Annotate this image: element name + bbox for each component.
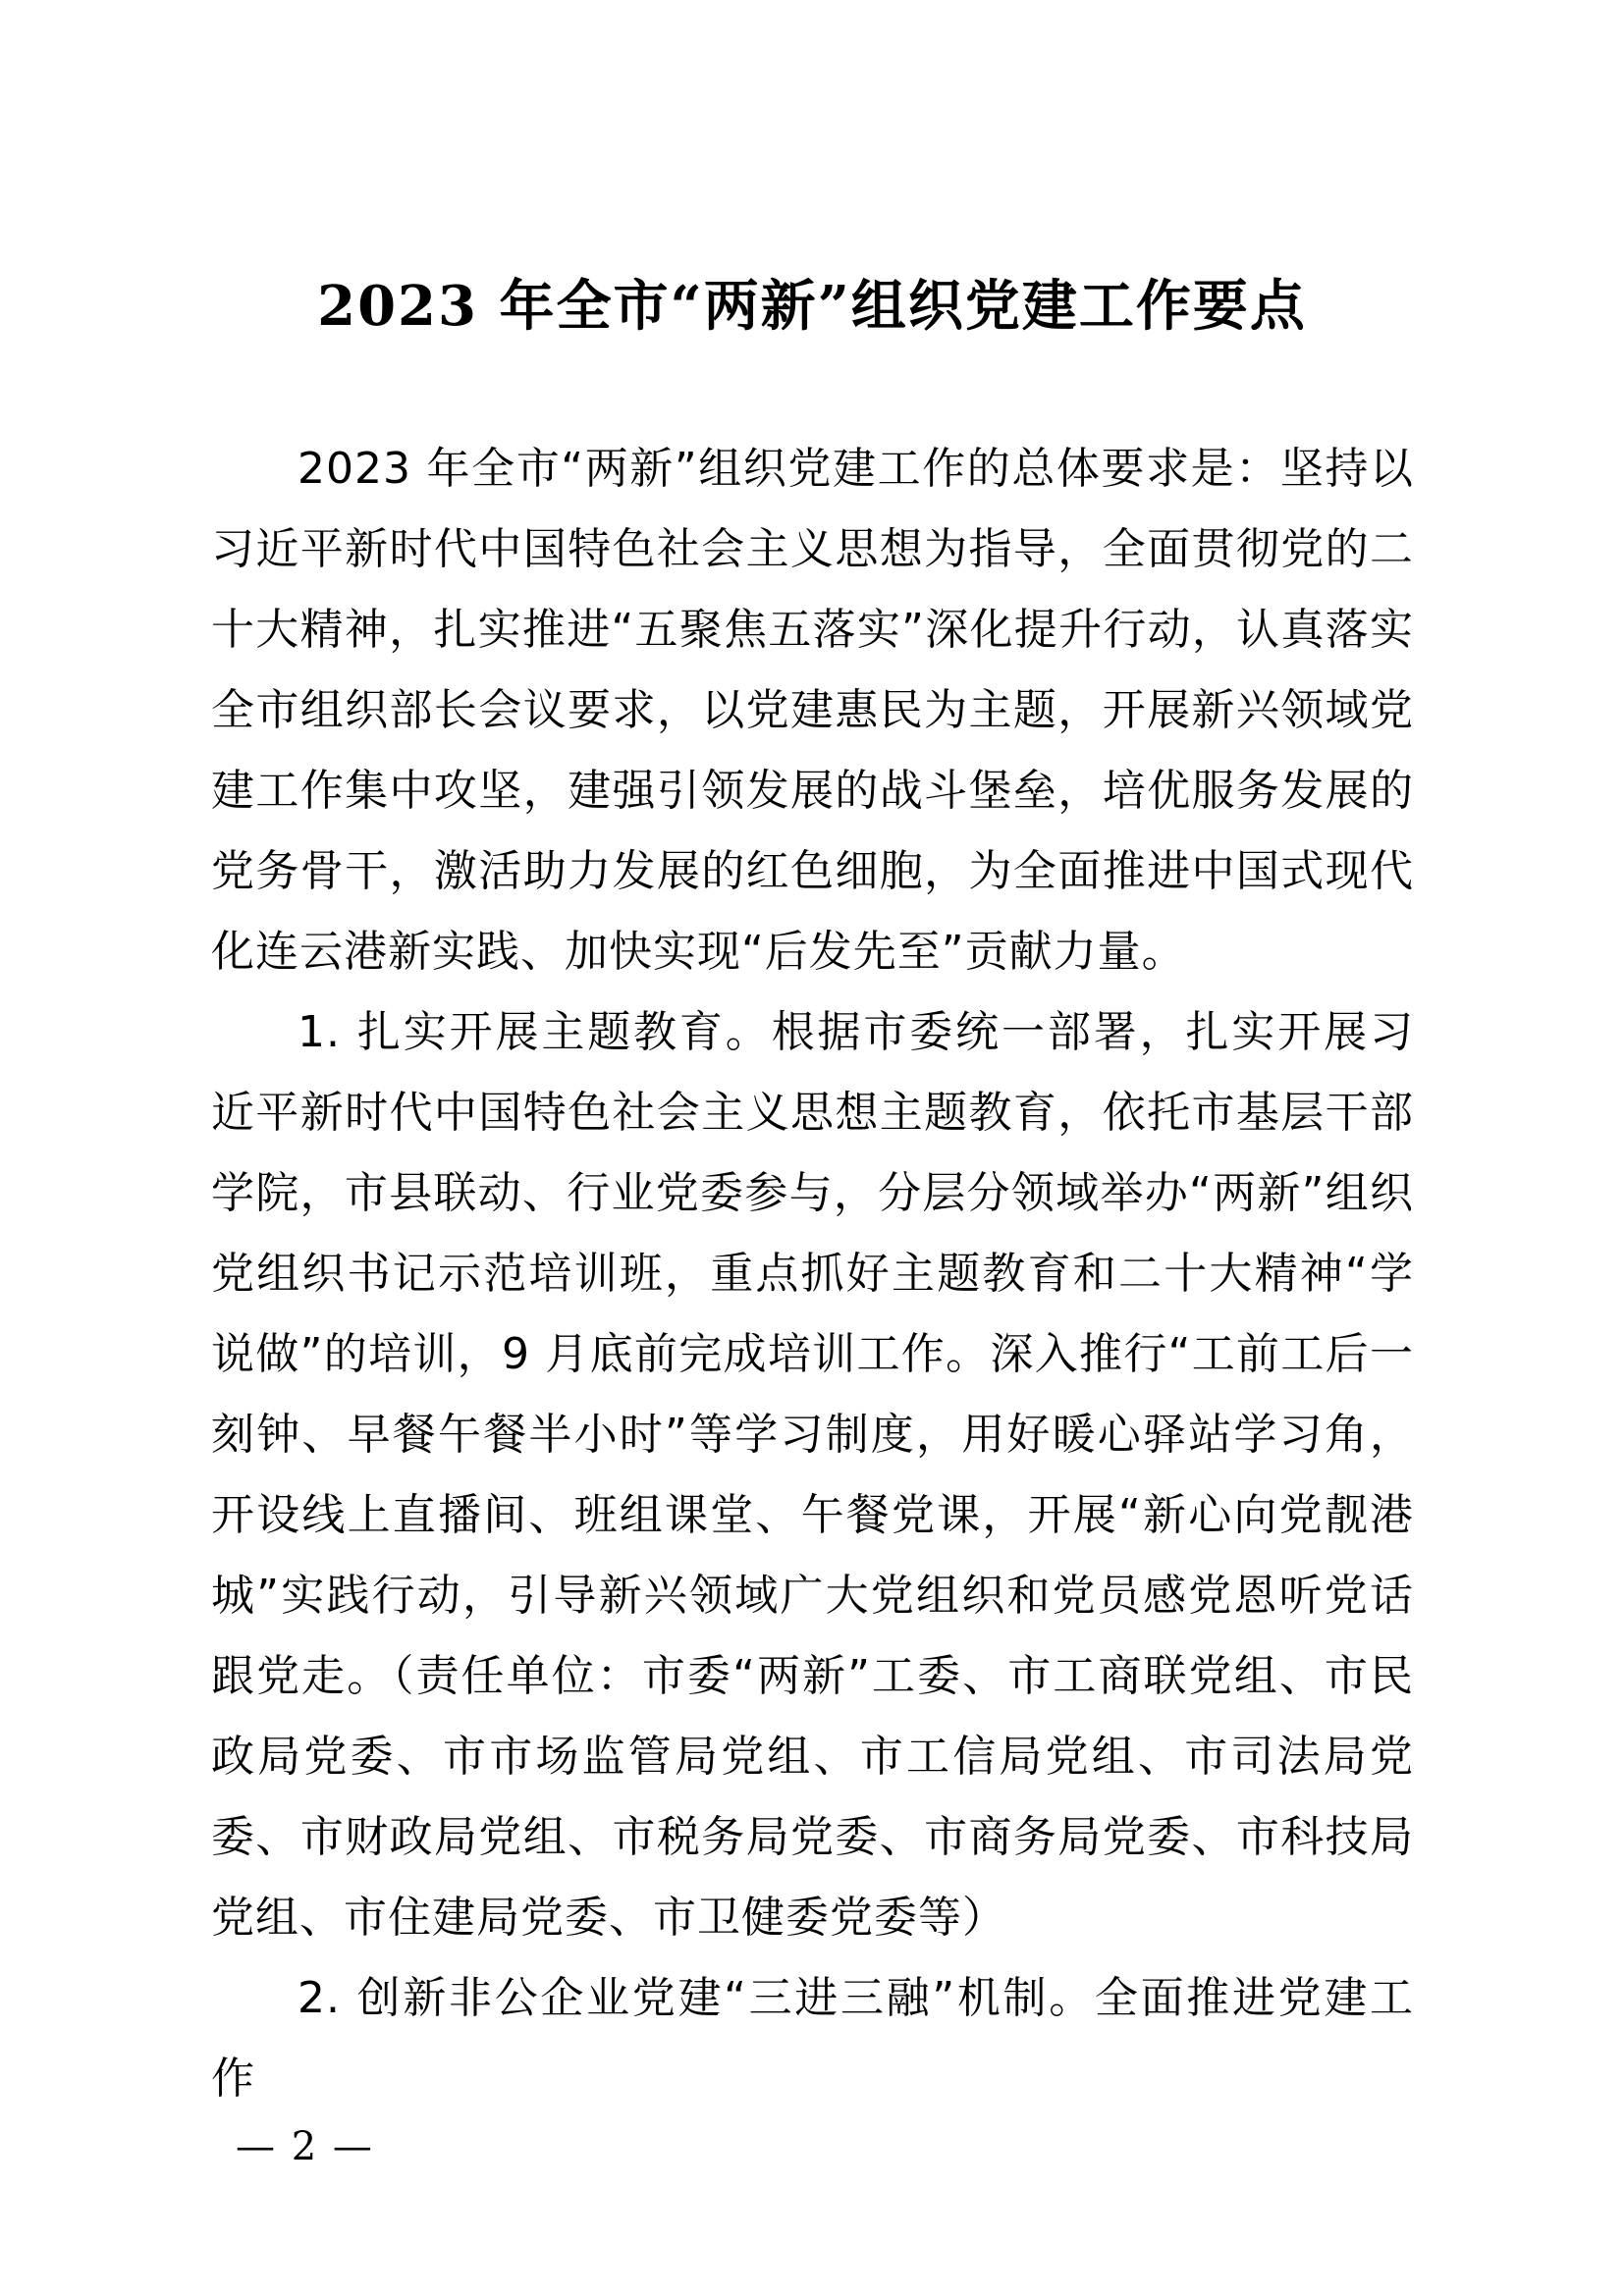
item-paragraph-1 — [211, 992, 1414, 1958]
page-number: — 2 — — [236, 2124, 374, 2169]
item-heading-2: 2. 创新非公企业党建“三进三融”机制。 — [298, 1973, 1095, 2023]
item-text-2: 全面推进党建工作 — [211, 1973, 1414, 2104]
document-title: 2023 年全市“两新”组织党建工作要点 — [317, 274, 1307, 339]
document-body — [211, 429, 1414, 2119]
item-text-1: 根据市委统一部署，扎实开展习近平新时代中国特色社会主义思想主题教育，依托市基层干部学院，市县联动、行业党委参与，分层分领域举办“两新”组织党组织书记示范培训班，重点抓好主题教育和二十大精神“学说做”的培训，9 月底前完成培训工作。深入推行“工前工后一刻钟、早餐午餐半小时”等学习制度，用好暖心驿站学习角，开设线上直播间、班组课堂、午餐党课，开展“新心向党靓港城”实践行动，引导新兴领域广大党组织和党员感党恩听党话跟党走。（责任单位：市委“两新”工委、市工商联党组、市民政局党委、市市场监管局党组、市工信局党组、市司法局党委、市财政局党组、市税务局党委、市商务局党委、市科技局党组、市住建局党委、市卫健委党委等） — [211, 1007, 1415, 1943]
item-heading-1: 1. 扎实开展主题教育。 — [298, 1007, 772, 1057]
item-paragraph-2 — [211, 1958, 1414, 2119]
intro-paragraph: 2023 年全市“两新”组织党建工作的总体要求是：坚持以习近平新时代中国特色社会主义思想为指导，全面贯彻党的二十大精神，扎实推进“五聚焦五落实”深化提升行动，认真落实全市组织部长会议要求，以党建惠民为主题，开展新兴领域党建工作集中攻坚，建强引领发展的战斗堡垒，培优服务发展的党务骨干，激活助力发展的红色细胞，为全面推进中国式现代化连云港新实践、加快实现“后发先至”贡献力量。 — [211, 444, 1414, 977]
